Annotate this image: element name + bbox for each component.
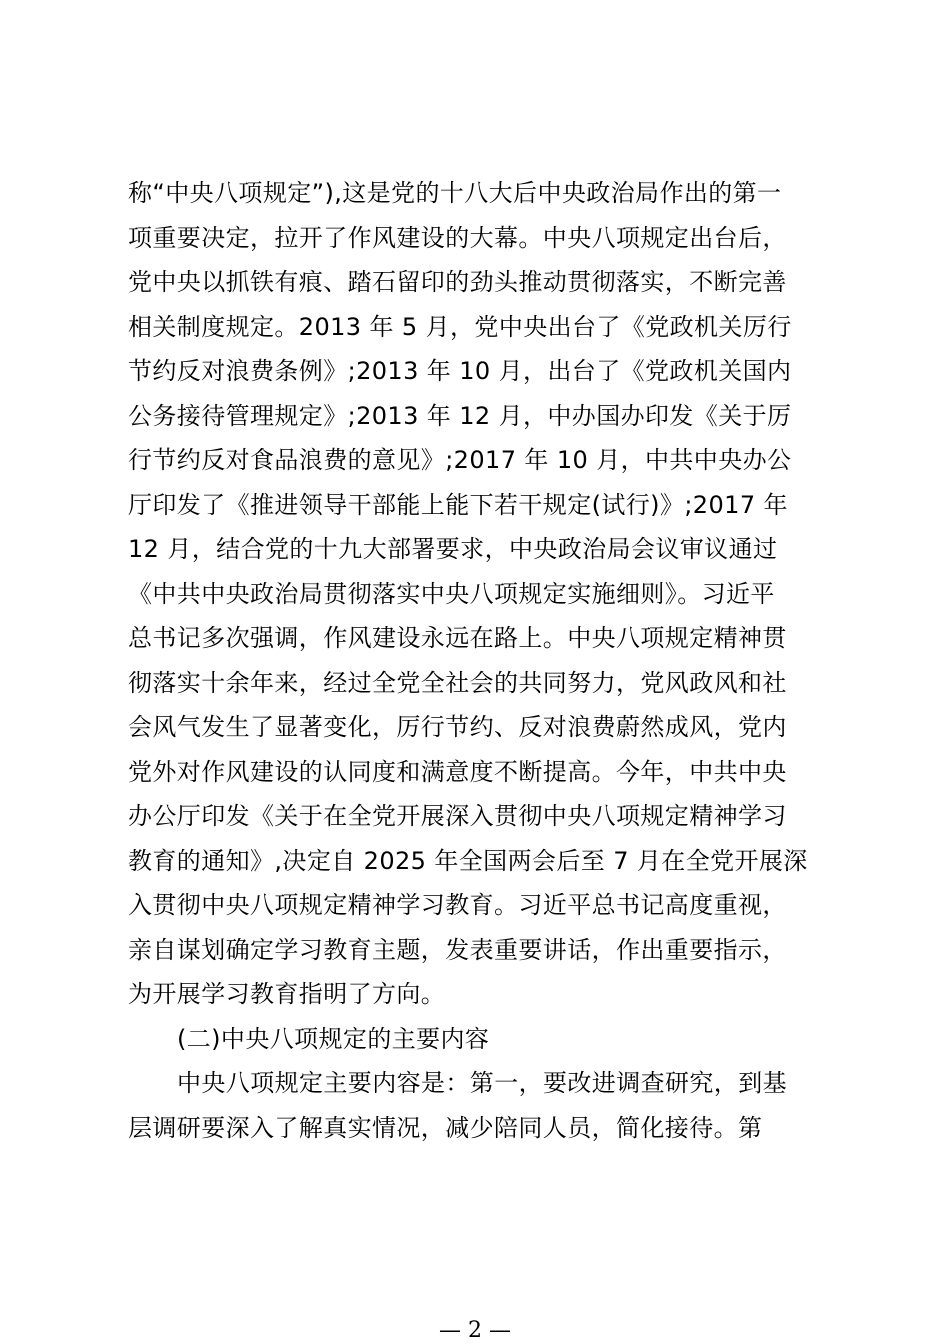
paragraph-line: 公务接待管理规定》;2013 年 12 月，中办国办印发《关于厉 [128,401,792,430]
paragraph-line: 为开展学习教育指明了方向。 [128,980,446,1008]
body-text [128,171,828,1150]
paragraph-line: 节约反对浪费条例》;2013 年 10 月，出台了《党政机关国内 [128,357,792,385]
paragraph-line: 厅印发了《推进领导干部能上能下若干规定(试行)》;2017 年 [128,490,788,519]
section-heading: (二)中央八项规定的主要内容 [177,1024,490,1053]
paragraph-line: 办公厅印发《关于在全党开展深入贯彻中央八项规定精神学习 [128,802,787,830]
paragraph-line: 入贯彻中央八项规定精神学习教育。习近平总书记高度重视， [128,891,787,919]
paragraph-line: 相关制度规定。2013 年 5 月，党中央出台了《党政机关厉行 [128,312,792,341]
paragraph-line: 党外对作风建设的认同度和满意度不断提高。今年，中共中央 [128,757,787,786]
paragraph-line: 层调研要深入了解真实情况，减少陪同人员，简化接待。第 [128,1113,763,1142]
paragraph-line: 党中央以抓铁有痕、踏石留印的劲头推动贯彻落实，不断完善 [128,268,787,296]
paragraph-line: 12 月，结合党的十九大部署要求，中央政治局会议审议通过 [128,535,778,563]
paragraph-line: 彻落实十余年来，经过全党全社会的共同努力，党风政风和社 [128,668,787,697]
page-number: — 2 — [439,1318,511,1343]
paragraph-line: 称“中央八项规定”),这是党的十八大后中央政治局作出的第一 [128,179,782,207]
paragraph-line: 会风气发生了显著变化，厉行节约、反对浪费蔚然成风，党内 [128,713,787,741]
paragraph-line: 《中共中央政治局贯彻落实中央八项规定实施细则》。习近平 [128,579,775,608]
paragraph-line: 中央八项规定主要内容是：第一，要改进调查研究，到基 [177,1069,787,1097]
paragraph-line: 行节约反对食品浪费的意见》;2017 年 10 月，中共中央办公 [128,446,792,474]
paragraph-line: 亲自谋划确定学习教育主题，发表重要讲话，作出重要指示， [128,935,787,964]
paragraph-line: 教育的通知》,决定自 2025 年全国两会后至 7 月在全党开展深 [128,846,808,875]
paragraph-line: 项重要决定，拉开了作风建设的大幕。中央八项规定出台后， [128,223,787,252]
paragraph-line: 总书记多次强调，作风建设永远在路上。中央八项规定精神贯 [128,624,787,652]
